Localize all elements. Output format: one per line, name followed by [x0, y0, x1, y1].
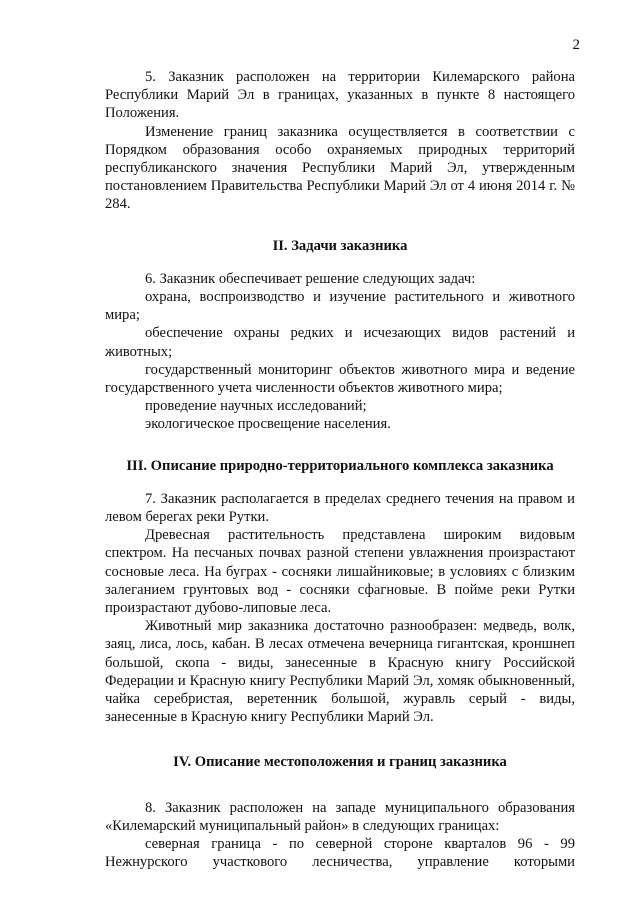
fauna-paragraph: Животный мир заказника достаточно разнообразен: медведь, волк, заяц, лиса, лось, кабан. В лесах отмечена вечерница гигантская, кроншнеп большой, скопа - виды, занесенные в Красную книгу Российской Федерации и Красную книгу Республики Марий Эл, хомяк обыкновенный, чайка серебристая, веретенник большой, журавль серый - виды, занесенные в Красную книгу Республики Марий Эл. [105, 618, 575, 726]
document-body [105, 68, 575, 872]
page-number: 2 [572, 37, 580, 53]
section-2-heading: II. Задачи заказника [272, 237, 408, 254]
northern-boundary-paragraph: северная граница - по северной стороне кварталов 96 - 99 Нежнурского участкового лесничества, управление которыми [105, 836, 575, 871]
task-item: проведение научных исследований; [145, 398, 367, 415]
task-item: обеспечение охраны редких и исчезающих видов растений и животных; [105, 325, 575, 360]
paragraph-boundary-change: Изменение границ заказника осуществляется в соответствии с Порядком образования особо охраняемых природных территорий республиканского значения Республики Марий Эл, утвержденным постановлением Правительства Республики Марий Эл от 4 июня 2014 г. № 284. [105, 123, 575, 213]
section-4-heading: IV. Описание местоположения и границ заказника [173, 753, 507, 770]
task-item: государственный мониторинг объектов животного мира и ведение государственного учета численности объектов животного мира; [105, 361, 575, 397]
paragraph-6: 6. Заказник обеспечивает решение следующих задач: [145, 270, 476, 287]
paragraph-5: 5. Заказник расположен на территории Килемарского района Республики Марий Эл в границах, указанных в пункте 8 настоящего Положения. [105, 69, 575, 122]
paragraph-8: 8. Заказник расположен на западе муниципального образования «Килемарский муниципальный район» в следующих границах: [105, 799, 575, 834]
task-item: охрана, воспроизводство и изучение растительного и животного мира; [105, 289, 575, 324]
section-3-heading: III. Описание природно-территориального комплекса заказника [126, 457, 554, 474]
task-item: экологическое просвещение населения. [145, 416, 391, 433]
paragraph-7: 7. Заказник располагается в пределах среднего течения на правом и левом берегах реки Рутки. [105, 490, 575, 526]
vegetation-paragraph: Древесная растительность представлена широким видовым спектром. На песчаных почвах разной степени увлажнения произрастают сосновые леса. На буграх - сосняки лишайниковые; в условиях с близким залеганием грунтовых вод - сосняки сфагновые. В пойме реки Рутки произрастают дубово-липовые леса. [105, 527, 575, 617]
